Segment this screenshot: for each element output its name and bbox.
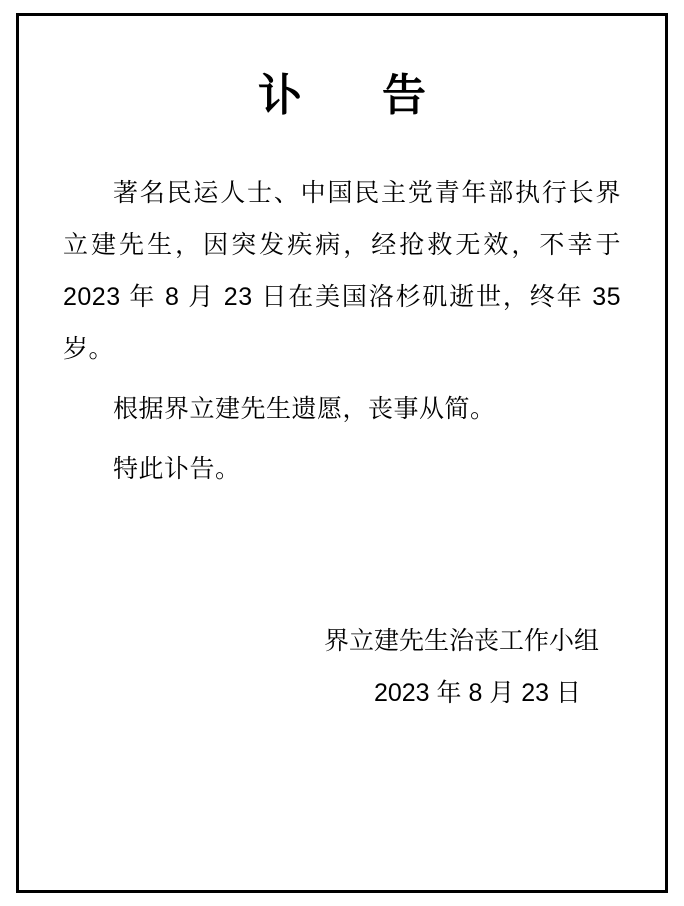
- signature-organization: 界立建先生治丧工作小组: [323, 627, 599, 655]
- notice-body: [63, 167, 621, 495]
- paragraph-2: 根据界立建先生遗愿，丧事从简。: [113, 395, 496, 423]
- page-title: 讣 告: [258, 71, 444, 120]
- signature-block: [63, 615, 621, 719]
- notice-border-frame: [16, 13, 668, 893]
- paragraph-1: 著名民运人士、中国民主党青年部执行长界立建先生，因突发疾病，经抢救无效，不幸于 2023 年 8 月 23 日在美国洛杉矶逝世，终年 35 岁。: [63, 179, 621, 363]
- paragraph-3: 特此讣告。: [113, 455, 241, 483]
- notice-content: [19, 16, 665, 890]
- signature-date: 2023 年 8 月 23 日: [373, 679, 581, 707]
